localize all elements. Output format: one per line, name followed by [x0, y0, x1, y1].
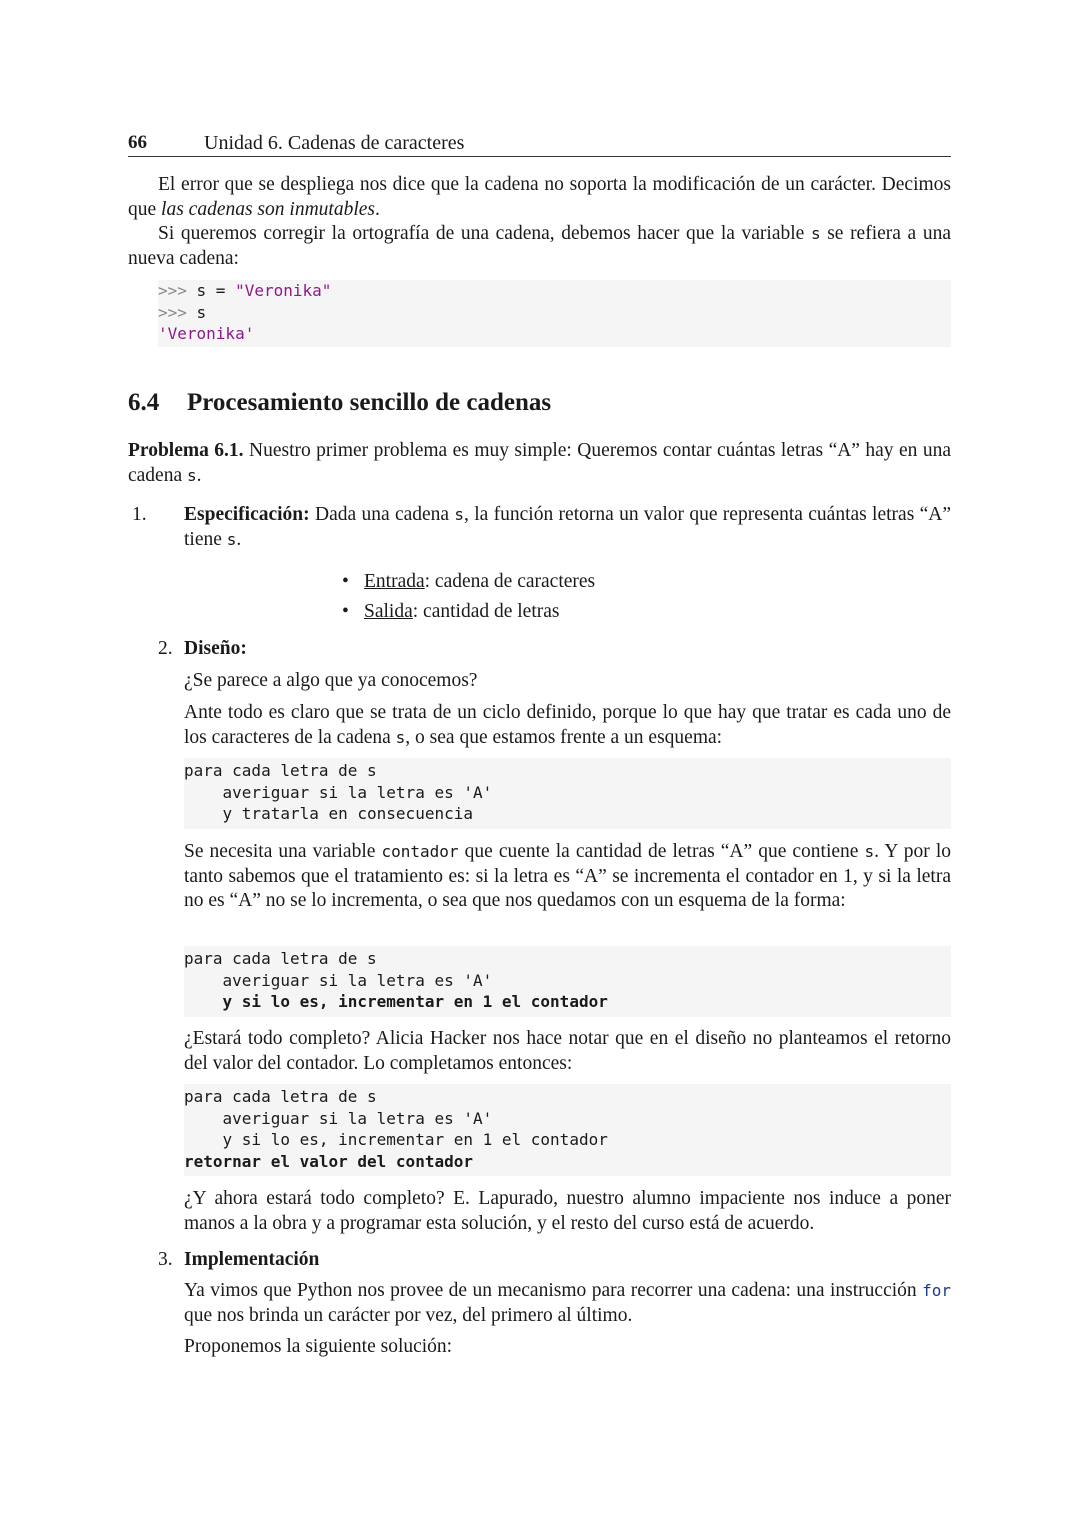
code-block-schema-1: para cada letra de s averiguar si la letra es 'A' y tratarla en consecuencia — [184, 758, 951, 829]
io-bullet-list — [342, 567, 842, 626]
code-block-schema-3: para cada letra de s averiguar si la letra es 'A' y si lo es, incrementar en 1 el contador retornar el valor del contador — [184, 1084, 951, 1176]
design-paragraph-1: Ante todo es claro que se trata de un ciclo definido, porque lo que hay que tratar es cada uno de los caracteres de la cadena s, o sea que estamos frente a un esquema: — [184, 702, 951, 748]
running-header — [128, 130, 951, 157]
implementation-paragraph-1: Ya vimos que Python nos provee de un mecanismo para recorrer una cadena: una instrucción for que nos brinda un carácter por vez, del primero al último. — [184, 1280, 951, 1326]
list-item: • Entrada: cadena de caracteres — [342, 567, 842, 597]
design-question: ¿Se parece a algo que ya conocemos? — [184, 670, 478, 691]
design-paragraph-2: Se necesita una variable contador que cuente la cantidad de letras “A” que contiene s. Y por lo tanto sabemos que el tratamiento es: si la letra es “A” se incrementa el contador en 1, y si la letra no es “A” no se lo incrementa, o sea que nos quedamos con un esquema de la forma: — [184, 841, 951, 911]
design-paragraph-4: ¿Y ahora estará todo completo? E. Lapurado, nuestro alumno impaciente nos induce a poner manos a la obra y a programar esta solución, y el resto del curso está de acuerdo. — [184, 1188, 951, 1234]
step-specification: 1. Especificación: Dada una cadena s, la función retorna un valor que representa cuántas letras “A” tiene s. — [132, 504, 952, 550]
code-block-schema-2: para cada letra de s averiguar si la letra es 'A' y si lo es, incrementar en 1 el contador — [184, 946, 951, 1017]
intro-paragraph-1: El error que se despliega nos dice que la cadena no soporta la modificación de un carácter. Decimos que las cadenas son inmutables. Si queremos corregir la ortografía de una cadena, debemos hacer que la variable s se refiera a una nueva cadena: — [128, 173, 951, 271]
step-design-heading: 2. Diseño: — [158, 638, 247, 659]
section-heading: 6.4 Procesamiento sencillo de cadenas — [128, 389, 552, 416]
code-block-interactive: >>> s = "Veronika" >>> s 'Veronika' — [158, 280, 951, 347]
problem-statement: Problema 6.1. Nuestro primer problema es muy simple: Queremos contar cuántas letras “A” hay en una cadena s. — [128, 440, 951, 486]
list-item: • Salida: cantidad de letras — [342, 597, 842, 627]
chapter-title: Unidad 6. Cadenas de caracteres — [204, 132, 465, 154]
design-paragraph-3: ¿Estará todo completo? Alicia Hacker nos hace notar que en el diseño no planteamos el retorno del valor del contador. Lo completamos entonces: — [184, 1028, 951, 1074]
implementation-paragraph-2: Proponemos la siguiente solución: — [184, 1336, 453, 1357]
page-number: 66 — [128, 132, 147, 153]
intro-paragraph-2: Si queremos corregir la ortografía de una cadena, debemos hacer que la variable s se refiera a una nueva cadena: — [128, 223, 951, 269]
step-implementation-heading: 3. Implementación — [158, 1249, 320, 1270]
